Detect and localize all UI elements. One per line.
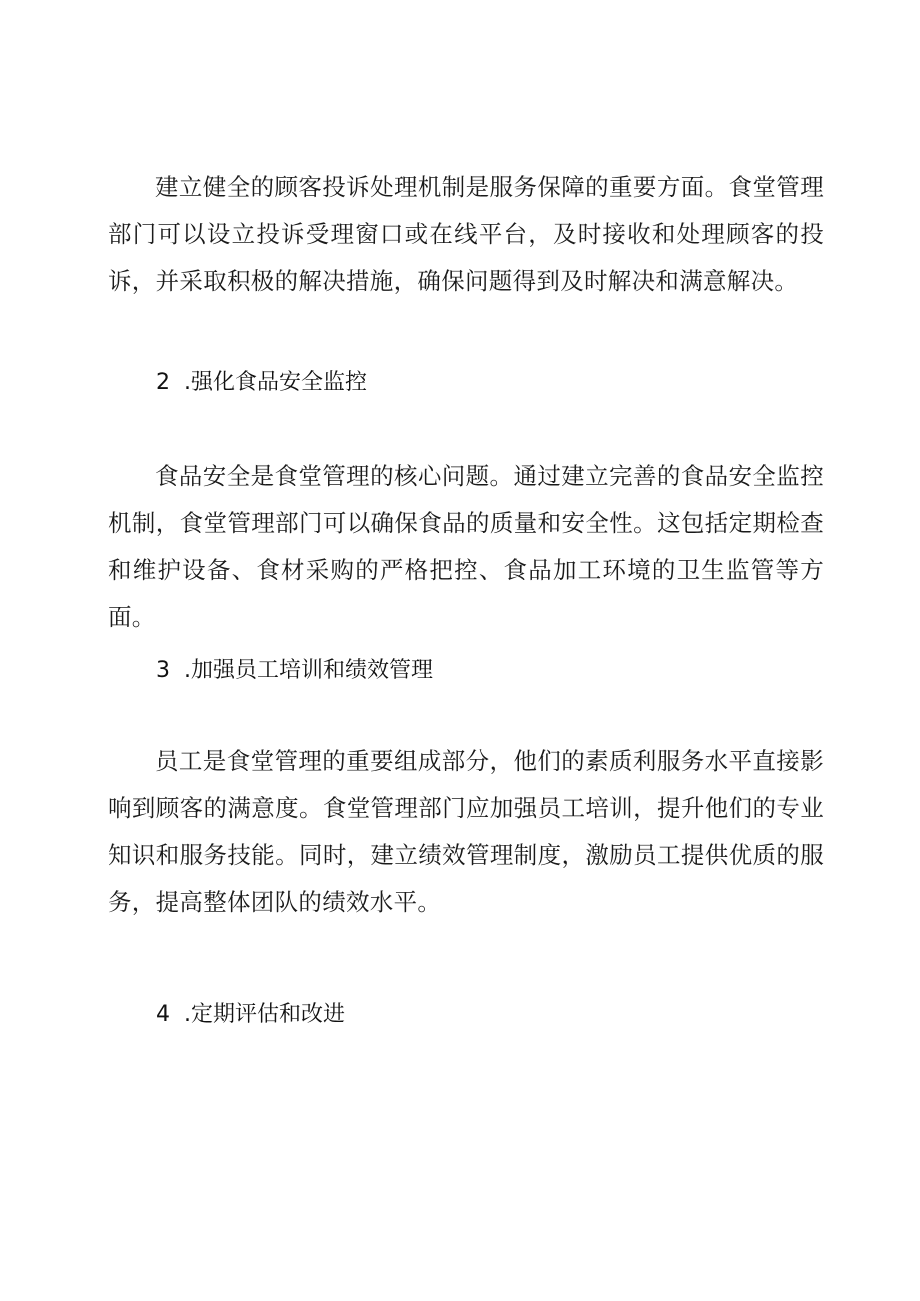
section-title: .加强员工培训和绩效管理 (184, 658, 433, 683)
section-number: 4 (156, 1002, 170, 1027)
paragraph-food-safety: 食品安全是食堂管理的核心问题。通过建立完善的食品安全监控机制，食堂管理部门可以确保食品的质量和安全性。这包括定期检查和维护设备、食材采购的严格把控、食品加工环境的卫生监管等方面。 (108, 462, 824, 631)
section-number: 2 (156, 370, 170, 395)
section-heading-2 (156, 368, 367, 398)
section-title: .强化食品安全监控 (184, 370, 367, 395)
section-heading-3 (156, 656, 433, 686)
paragraph-complaint-handling: 建立健全的顾客投诉处理机制是服务保障的重要方面。食堂管理部门可以设立投诉受理窗口或在线平台，及时接收和处理顾客的投诉，并采取积极的解决措施，确保问题得到及时解决和满意解决。 (108, 173, 824, 295)
paragraph-staff-training: 员工是食堂管理的重要组成部分，他们的素质利服务水平直接影响到顾客的满意度。食堂管理部门应加强员工培训，提升他们的专业知识和服务技能。同时，建立绩效管理制度，激励员工提供优质的服务，提高整体团队的绩效水平。 (108, 747, 824, 916)
section-number: 3 (156, 658, 170, 683)
section-title: .定期评估和改进 (184, 1002, 345, 1027)
section-heading-4 (156, 1000, 345, 1030)
